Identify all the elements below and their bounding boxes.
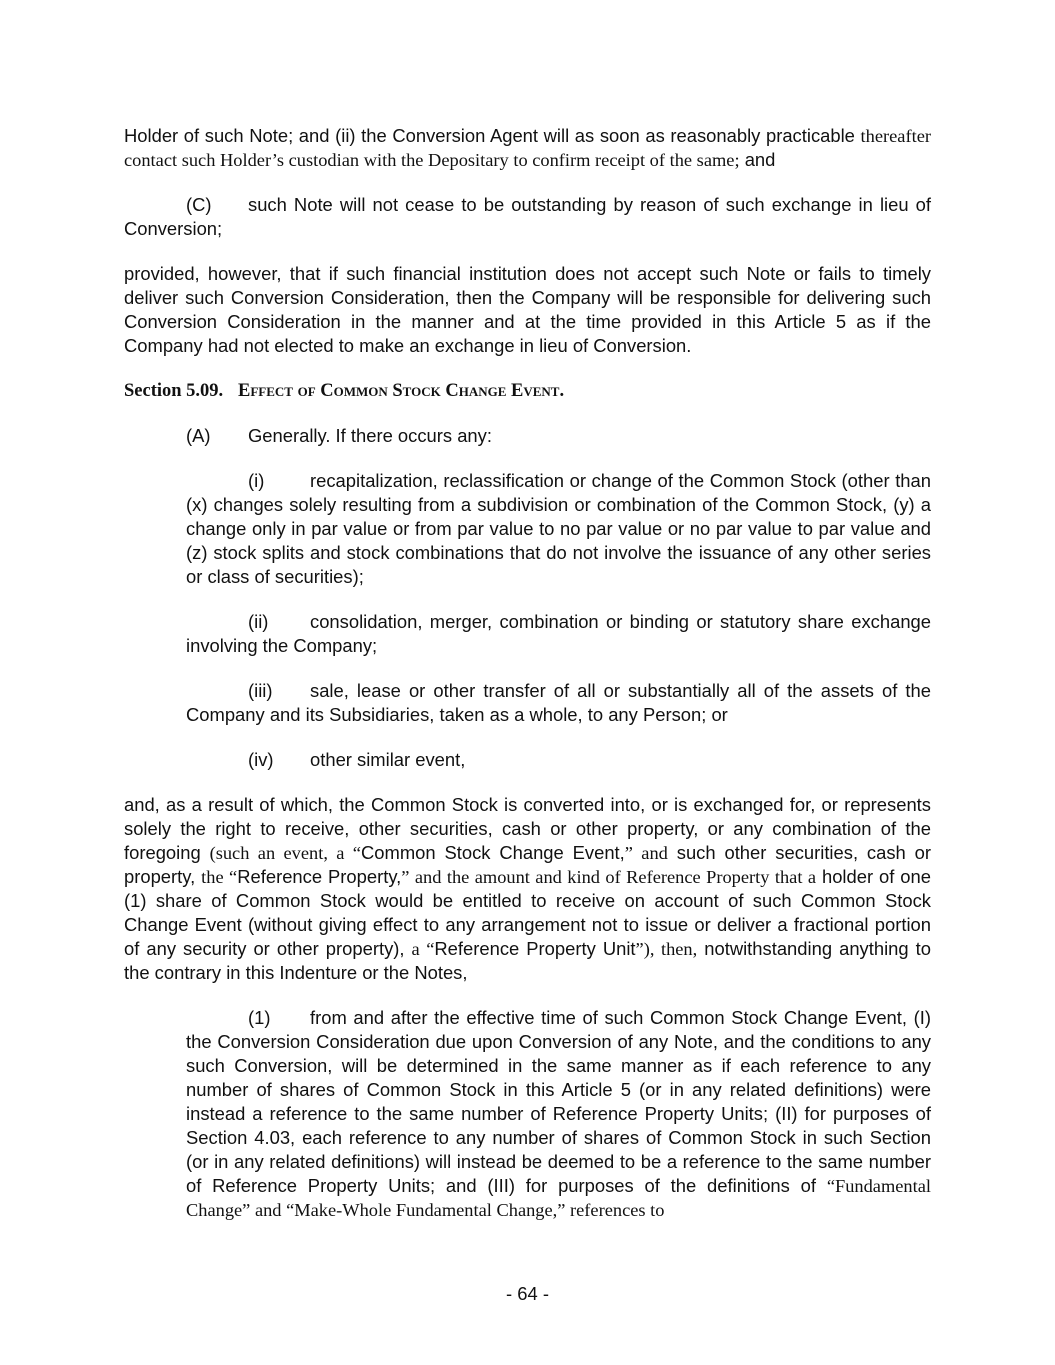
paragraph-text: provided, however, that if such financial institution does not accept such Note or fails to timely deliver such Conversion Consideration, then the Company will be responsible for delivering such Conversion Consideration in the manner and at the time provided in this Article 5 as if the Company had not elected to make an exchange in lieu of Conversion. xyxy=(124,263,931,356)
document-page xyxy=(124,124,931,1243)
section-heading xyxy=(124,379,931,403)
list-item xyxy=(186,1006,931,1222)
paragraph-proviso xyxy=(124,262,931,358)
defined-term-common-stock-change-event: Common Stock Change Event, xyxy=(360,842,625,863)
item-text: other similar event, xyxy=(310,749,466,770)
list-item xyxy=(186,748,931,772)
paragraph-text: Holder of such Note; and (ii) the Conversion Agent will as soon as reasonably practicable xyxy=(124,125,861,146)
paragraph-text: and xyxy=(739,149,776,170)
list-item xyxy=(186,610,931,658)
text-run-serif: ” and the amount and kind of Reference Property that a xyxy=(401,867,817,887)
paragraph-text-serif: thereafter contact such Holder’s custodian with the Depositary to confirm receipt of the same; xyxy=(124,126,931,170)
section-number: Section 5.09. xyxy=(124,381,224,401)
item-text: such Note will not cease to be outstanding by reason of such exchange in lieu of Conversion; xyxy=(124,194,931,239)
item-number: (1) xyxy=(248,1007,271,1028)
item-number: (A) xyxy=(186,425,211,446)
list-item xyxy=(186,469,931,589)
item-number: (iv) xyxy=(248,749,274,770)
item-text: from and after the effective time of such Common Stock Change Event, (I) the Conversion Consideration due upon Conversion of any Note, and the conditions to any such Conversion, will be determined in the same manner as if each reference to any number of shares of Common Stock in this Article 5 (or in any related definitions) were instead a reference to the same number of Reference Property Units; (II) for purposes of Section 4.03, each reference to any number of shares of Common Stock in such Section (or in any related definitions) will instead be deemed to be a reference to the same number of Reference Property Units; and (III) for purposes of the definitions of xyxy=(186,1007,931,1196)
paragraph-result xyxy=(124,793,931,985)
section-title: Effect of Common Stock Change Event. xyxy=(238,381,565,401)
text-run: notwithstanding anything to the contrary in this Indenture or the Notes, xyxy=(124,938,931,983)
item-text: recapitalization, reclassification or change of the Common Stock (other than (x) changes solely resulting from a subdivision or combination of the Common Stock, (y) a change only in par value or from par value to no par value or no par value to par value and (z) stock splits and stock combinations that do not involve the issuance of any other series or class of securities); xyxy=(186,470,931,587)
list-item xyxy=(186,679,931,727)
item-number: (ii) xyxy=(248,611,269,632)
item-number: (C) xyxy=(186,194,212,215)
text-run-serif: the “ xyxy=(201,867,238,887)
item-text: sale, lease or other transfer of all or substantially all of the assets of the Company and its Subsidiaries, taken as a whole, to any Person; or xyxy=(186,680,931,725)
text-run: such other securities, cash or property, xyxy=(124,842,931,887)
paragraph-holder-note xyxy=(124,124,931,172)
item-text-serif: “Fundamental Change” and “Make-Whole Fundamental Change,” references to xyxy=(186,1176,931,1220)
defined-term-reference-property-unit: Reference Property Unit xyxy=(434,938,636,959)
item-number: (iii) xyxy=(248,680,273,701)
text-run: and, as a result of which, the Common Stock is converted into, or is exchanged for, or represents solely the right to receive, other securities, cash or other property, or any combination of the foregoing xyxy=(124,794,931,863)
text-run: holder of one (1) share of Common Stock would be entitled to receive on account of such Common Stock Change Event (without giving effect to any arrangement not to issue or deliver a fractional portion of any security or other property), xyxy=(124,866,931,959)
item-text: consolidation, merger, combination or binding or statutory share exchange involving the Company; xyxy=(186,611,931,656)
item-number: (i) xyxy=(248,470,265,491)
text-run-serif: ” and xyxy=(624,843,668,863)
text-run-serif: ”), then, xyxy=(635,939,698,959)
item-text: Generally. If there occurs any: xyxy=(248,425,492,446)
page-number: - 64 - xyxy=(506,1283,549,1304)
text-run-serif: (such an event, a “ xyxy=(209,843,361,863)
text-run-serif: a “ xyxy=(411,939,435,959)
subsection-a xyxy=(124,424,931,448)
paragraph-c xyxy=(124,193,931,241)
defined-term-reference-property: Reference Property, xyxy=(237,866,402,887)
